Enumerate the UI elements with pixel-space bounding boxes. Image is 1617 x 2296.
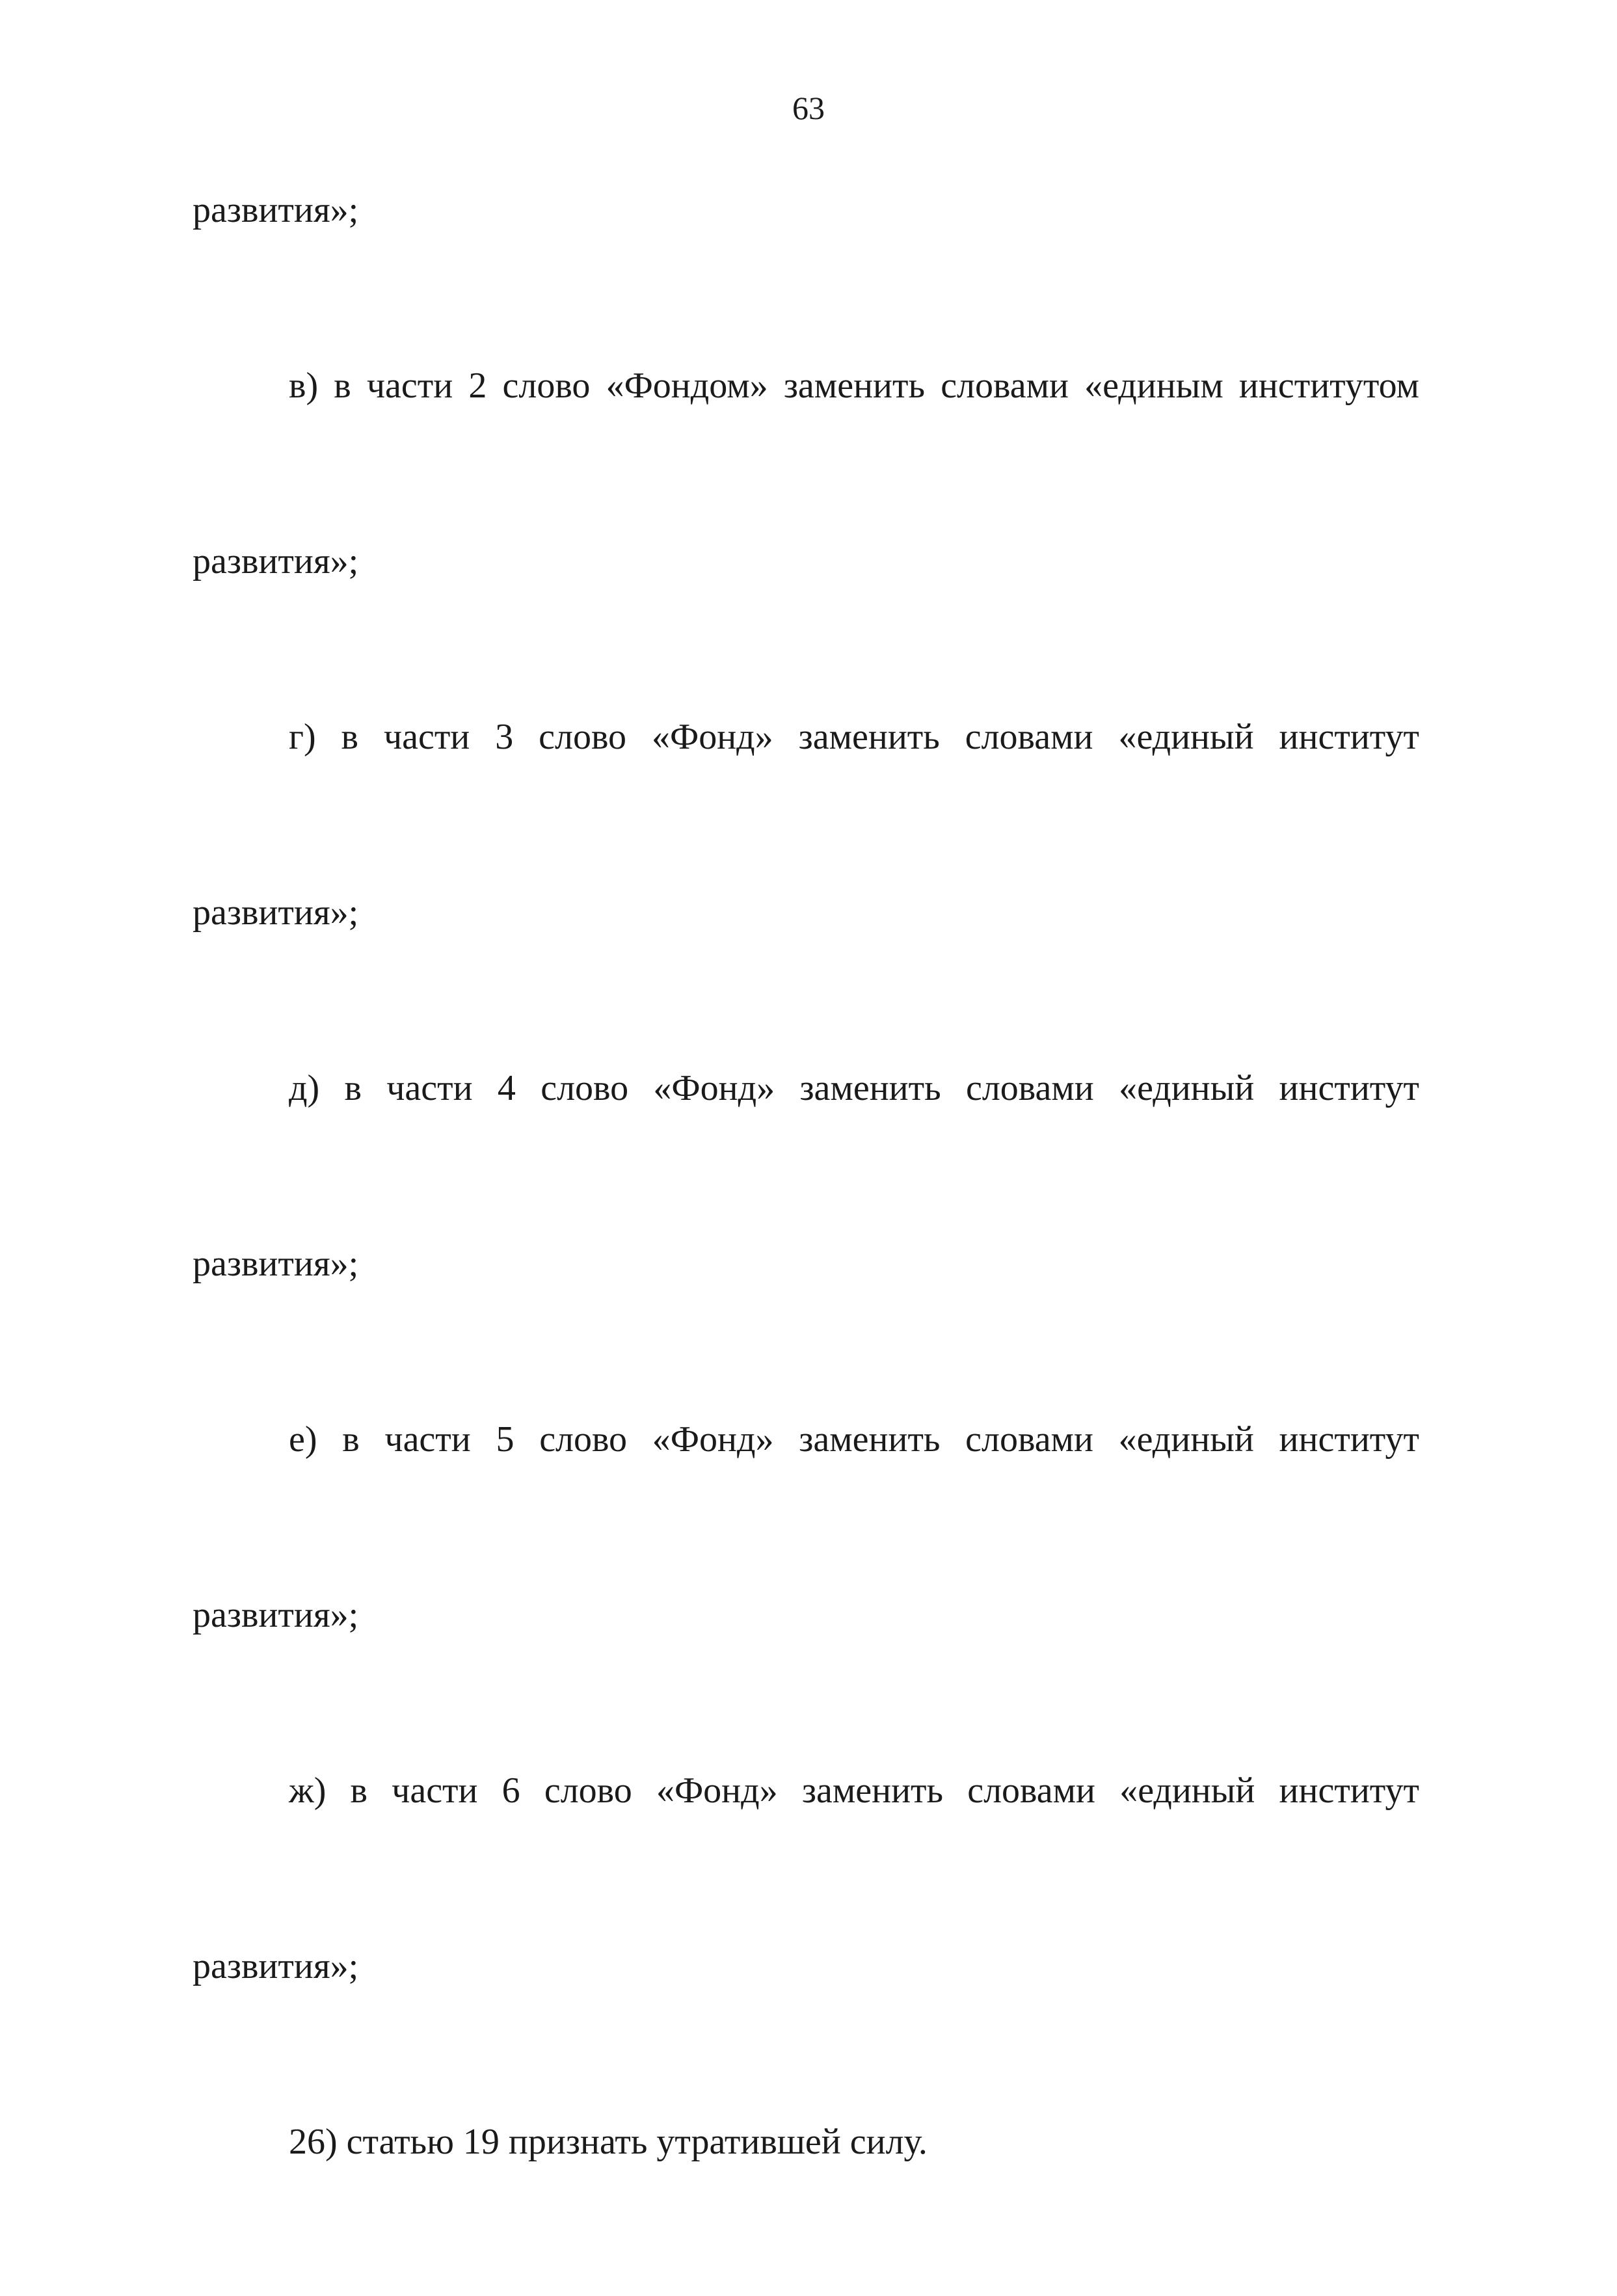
- text-line: [193, 1418, 1419, 1594]
- text-line: [193, 189, 1419, 364]
- text-line: [193, 715, 1419, 891]
- text-line: [193, 1945, 1419, 2120]
- line-text: 26) статью 19 признать утратившей силу.: [289, 2122, 928, 2162]
- page-number: 63: [792, 90, 825, 126]
- line-text: развития»;: [193, 892, 359, 933]
- text-line: [193, 1594, 1419, 1769]
- document-body: [193, 189, 1419, 2296]
- line-text: е) в части 5 слово «Фонд» заменить словами «единый институт: [289, 1419, 1419, 1460]
- line-text: развития»;: [193, 541, 359, 581]
- line-text: развития»;: [193, 1595, 359, 1635]
- text-line: [193, 364, 1419, 540]
- text-line: [193, 891, 1419, 1067]
- line-text: г) в части 3 слово «Фонд» заменить словами «единый институт: [289, 717, 1419, 757]
- line-text: в) в части 2 слово «Фондом» заменить словами «единым институтом: [289, 366, 1419, 406]
- line-text: развития»;: [193, 190, 359, 230]
- line-text: д) в части 4 слово «Фонд» заменить словами «единый институт: [289, 1068, 1419, 1108]
- line-text: развития»;: [193, 1946, 359, 1986]
- line-text: развития»;: [193, 1244, 359, 1284]
- text-line: [193, 1242, 1419, 1418]
- line-text: ж) в части 6 слово «Фонд» заменить словами «единый институт: [289, 1770, 1419, 1811]
- text-line: [193, 1067, 1419, 1242]
- text-line: [193, 2120, 1419, 2296]
- text-line: [193, 540, 1419, 715]
- text-line: [193, 1769, 1419, 1945]
